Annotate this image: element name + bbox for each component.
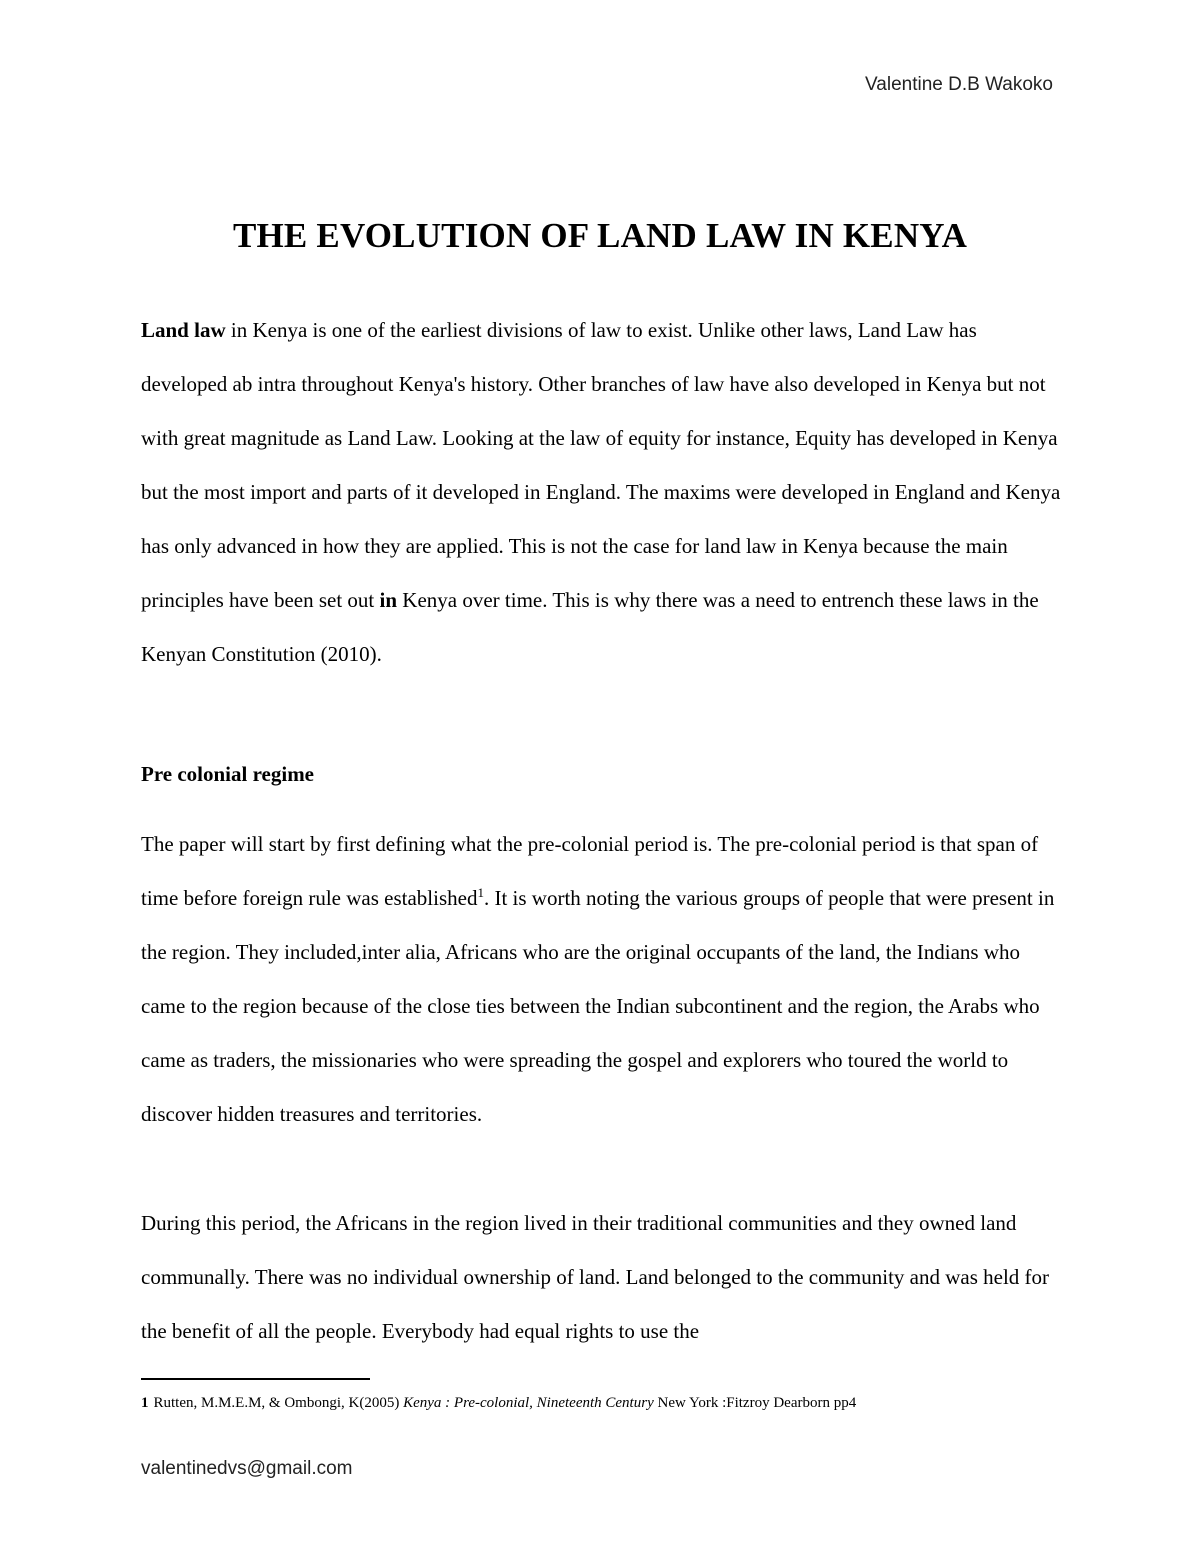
footnote [141, 1392, 1081, 1414]
precolonial-paragraph-1 [141, 817, 1066, 1141]
footnote-title: Kenya : Pre-colonial, Nineteenth Century [403, 1395, 654, 1411]
intro-text-1: in Kenya is one of the earliest divisions of law to exist. Unlike other laws, Land Law has developed ab intra throughout Kenya's history. Other branches of law have also developed in Kenya but not with great magnitude as Land Law. Looking at the law of equity for instance, Equity has developed in Kenya but the most import and parts of it developed in England. The maxims were developed in England and Kenya has only advanced in how they are applied. This is not the case for land law in Kenya because the main principles have been set out [141, 318, 1061, 612]
footnote-authors: Rutten, M.M.E.M, & Ombongi, K(2005) [153, 1395, 404, 1411]
intro-paragraph [141, 303, 1066, 681]
precolonial-paragraph-2: During this period, the Africans in the region lived in their traditional communities and they owned land communally. There was no individual ownership of land. Land belonged to the community and was held for the benefit of all the people. Everybody had equal rights to use the [141, 1211, 1050, 1343]
header-author: Valentine D.B Wakoko [865, 74, 1053, 95]
document-title: THE EVOLUTION OF LAND LAW IN KENYA [232, 216, 968, 255]
footnote-publisher: New York :Fitzroy Dearborn pp4 [653, 1395, 857, 1411]
intro-inline-bold: in [379, 588, 398, 612]
footnote-reference[interactable]: 1 [477, 885, 484, 900]
footnote-number: 1 [141, 1395, 149, 1411]
footer-email: valentinedvs@gmail.com [141, 1458, 353, 1479]
intro-text-2: Kenya over time. This is why there was a need to entrench these laws in the Kenyan Constitution (2010). [141, 588, 1039, 666]
para1-text-a: The paper will start by first defining what the pre-colonial period is. The pre-colonial period is that span of time before foreign rule was established [141, 832, 1039, 910]
section-heading: Pre colonial regime [141, 762, 315, 786]
footnote-separator [141, 1378, 370, 1380]
para1-text-b: . It is worth noting the various groups of people that were present in the region. They included,inter alia, Africans who are the original occupants of the land, the Indians who came to the region because of the close ties between the Indian subcontinent and the region, the Arabs who came as traders, the missionaries who were spreading the gospel and explorers who toured the world to discover hidden treasures and territories. [141, 886, 1055, 1126]
intro-lead-bold: Land law [141, 318, 226, 342]
